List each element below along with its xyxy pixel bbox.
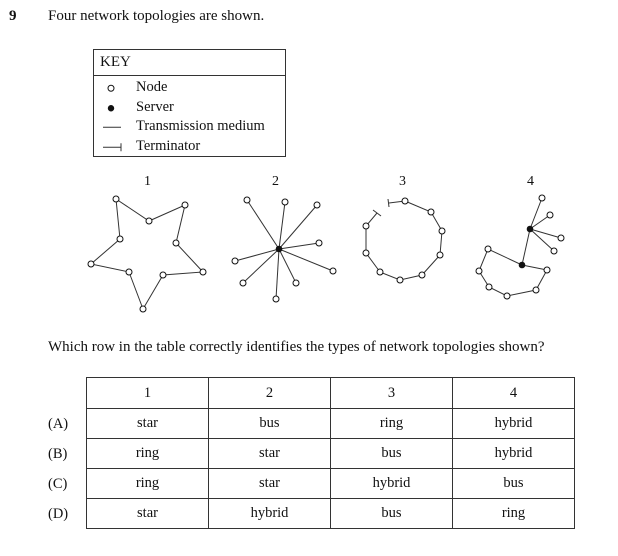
node-icon (363, 223, 369, 229)
server-icon (519, 262, 526, 269)
table-row-d[interactable] (87, 499, 575, 529)
key-label-server: Server (136, 98, 174, 115)
node-icon (428, 209, 434, 215)
node-icon (544, 267, 550, 273)
server-icon (527, 226, 534, 233)
node-icon (397, 277, 403, 283)
table-cell: ring (453, 499, 575, 529)
node-icon (439, 228, 445, 234)
node-icon (363, 250, 369, 256)
node-icon (314, 202, 320, 208)
topology-1-nodes (88, 196, 206, 312)
node-icon (547, 212, 553, 218)
table-cell: hybrid (209, 499, 331, 529)
figure-label-4: 4 (527, 174, 534, 189)
table-cell: hybrid (453, 439, 575, 469)
table-header-cell: 4 (453, 378, 575, 409)
key-label-terminator: Terminator (136, 137, 201, 154)
node-icon (293, 280, 299, 286)
server-icon (276, 246, 283, 253)
table-cell: bus (331, 439, 453, 469)
question-text: Four network topologies are shown. (48, 8, 265, 24)
table-cell: bus (453, 469, 575, 499)
node-icon (476, 268, 482, 274)
node-icon (126, 269, 132, 275)
node-icon (504, 293, 510, 299)
figure-label-2: 2 (272, 174, 279, 189)
option-label-c[interactable]: (C) (48, 476, 68, 492)
node-icon (377, 269, 383, 275)
table-header-cell: 1 (87, 378, 209, 409)
table-cell: hybrid (453, 409, 575, 439)
node-icon (173, 240, 179, 246)
node-icon (140, 306, 146, 312)
topology-4-nodes (476, 195, 564, 299)
table-cell: star (209, 469, 331, 499)
key-label-transmission: Transmission medium (136, 118, 265, 134)
node-icon (244, 197, 250, 203)
node-icon (232, 258, 238, 264)
node-icon (330, 268, 336, 274)
table-cell: hybrid (331, 469, 453, 499)
node-icon (533, 287, 539, 293)
question-prompt: Which row in the table correctly identifies the types of network topologies shown? (48, 339, 545, 355)
node-icon (402, 198, 408, 204)
node-icon (551, 248, 557, 254)
node-icon (485, 246, 491, 252)
table-header-cell: 3 (331, 378, 453, 409)
node-icon (282, 199, 288, 205)
node-icon (117, 236, 123, 242)
terminator-icon (388, 199, 389, 207)
node-icon (539, 195, 545, 201)
terminator-icon (373, 210, 381, 216)
node-icon (146, 218, 152, 224)
node-icon (182, 202, 188, 208)
node-icon (240, 280, 246, 286)
node-icon (160, 272, 166, 278)
node-icon (558, 235, 564, 241)
key-label-node: Node (136, 79, 168, 95)
table-cell: star (87, 409, 209, 439)
node-icon (273, 296, 279, 302)
topology-2-links (235, 200, 333, 299)
table-cell: bus (209, 409, 331, 439)
topology-1-links (91, 199, 203, 309)
node-icon (88, 261, 94, 267)
option-label-a[interactable]: (A) (48, 416, 69, 432)
table-header-row (87, 378, 575, 409)
node-icon (200, 269, 206, 275)
option-label-d[interactable]: (D) (48, 506, 69, 522)
node-icon (316, 240, 322, 246)
table-cell: star (209, 439, 331, 469)
node-icon (113, 196, 119, 202)
table-cell: ring (87, 439, 209, 469)
table-header-cell: 2 (209, 378, 331, 409)
table-cell: ring (87, 469, 209, 499)
table-row-c[interactable] (87, 469, 575, 499)
key-title: KEY (94, 50, 285, 76)
figure-label-3: 3 (399, 174, 406, 189)
question-number: 9 (9, 8, 17, 24)
table-cell: bus (331, 499, 453, 529)
option-label-b[interactable]: (B) (48, 446, 68, 462)
figure-label-1: 1 (144, 174, 151, 189)
node-icon (437, 252, 443, 258)
table-row-b[interactable] (87, 439, 575, 469)
topology-1-ring (91, 199, 203, 309)
table-row-a[interactable] (87, 409, 575, 439)
node-icon (419, 272, 425, 278)
node-icon (486, 284, 492, 290)
table-cell: ring (331, 409, 453, 439)
topology-3-nodes (363, 198, 445, 283)
table-cell: star (87, 499, 209, 529)
answer-table (86, 377, 575, 529)
